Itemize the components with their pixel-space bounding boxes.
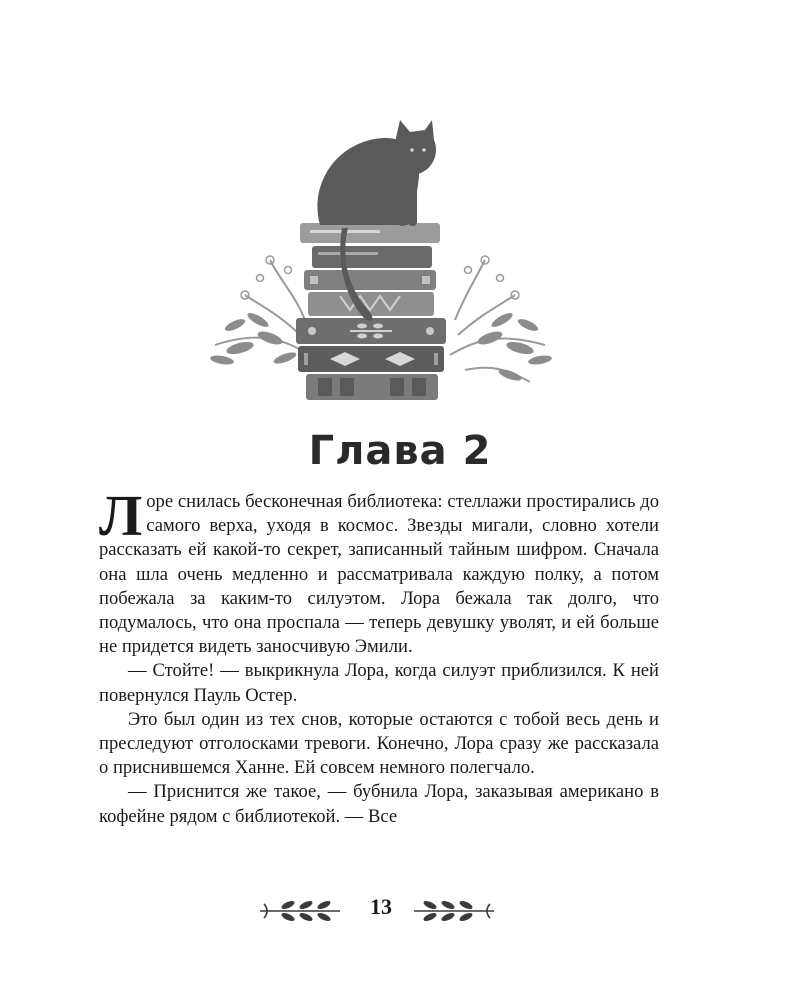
left-branch-icon bbox=[215, 260, 310, 355]
paragraph-1-text: оре снилась бесконечная библиотека: стеллажи простирались до самого верха, уходя в космос. Звезды мигали, словно хотели рассказать ей какой-то секрет, записанный тайным шифром. Сначала она шла очень медленно и рассматривала каждую полку, а потом побежала за каким-то силуэтом. Лора бежала так долго, что подумалось, что она проспала — теперь девушку уволят, и ей больше не придется видеть заносчивую Эмили. bbox=[99, 491, 659, 658]
cat-on-books-illustration-icon bbox=[200, 120, 560, 410]
paragraph-2: — Стойте! — выкрикнула Лора, когда силуэт приблизился. К ней повернулся Пауль Остер. bbox=[99, 660, 659, 706]
cat-icon bbox=[317, 120, 436, 321]
paragraph-3: Это был один из тех снов, которые остаются с тобой весь день и преследуют отголосками тревоги. Конечно, Лора сразу же рассказала о приснившемся Ханне. Ей совсем немного полегчало. bbox=[99, 708, 659, 779]
page-number: 13 bbox=[370, 894, 392, 919]
chapter-title: Глава 2 bbox=[308, 428, 492, 474]
page-footer bbox=[0, 890, 800, 930]
drop-cap: Л bbox=[99, 483, 143, 548]
book-stack-icon bbox=[296, 223, 446, 400]
leaf-branch-ornament-icon bbox=[412, 894, 496, 928]
chapter-body-text bbox=[99, 483, 659, 829]
leaf-branch-ornament-icon bbox=[258, 894, 342, 928]
paragraph-1 bbox=[99, 483, 659, 659]
paragraph-4: — Приснится же такое, — бубнила Лора, заказывая американо в кофейне рядом с библиотекой. — Все bbox=[99, 781, 659, 827]
